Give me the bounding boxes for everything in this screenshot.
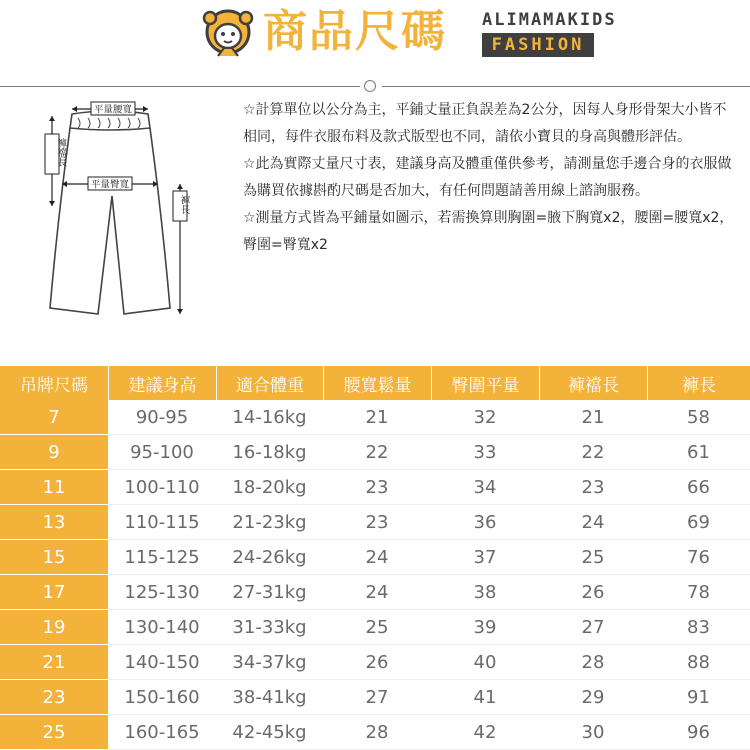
size-tag-cell: 9 [0,435,108,470]
table-cell: 41 [431,680,539,715]
table-cell: 23 [539,470,647,505]
table-row [0,400,750,435]
size-table [0,366,750,750]
divider-right [382,86,750,87]
table-cell: 24 [539,505,647,540]
table-cell: 32 [431,400,539,435]
table-cell: 21-23kg [216,505,323,540]
table-cell: 26 [323,645,431,680]
length-label: 褲長 [170,195,190,206]
table-cell: 90-95 [108,400,216,435]
note-text: ☆測量方式皆為平鋪量如圖示，若需換算則胸圍=腋下胸寬x2，腰圍=腰寬x2，臀圍=臀寬x2 [243,210,734,253]
table-cell: 27 [323,680,431,715]
table-cell: 95-100 [108,435,216,470]
table-cell: 25 [539,540,647,575]
table-cell: 140-150 [108,645,216,680]
table-cell: 69 [647,505,750,540]
table-cell: 42-45kg [216,715,323,750]
pants-measurement-diagram [20,96,230,336]
table-cell: 38-41kg [216,680,323,715]
table-cell: 33 [431,435,539,470]
table-cell: 31-33kg [216,610,323,645]
table-cell: 96 [647,715,750,750]
pants-outline-icon [50,111,170,314]
brand-tag: FASHION [482,33,594,57]
size-tag-cell: 23 [0,680,108,715]
table-cell: 27 [539,610,647,645]
table-cell: 16-18kg [216,435,323,470]
divider-left [0,86,360,87]
table-cell: 78 [647,575,750,610]
size-tag-cell: 15 [0,540,108,575]
table-header-cell: 褲襠長 [539,366,647,400]
table-cell: 34-37kg [216,645,323,680]
table-cell: 160-165 [108,715,216,750]
sheep-logo-icon [198,6,258,58]
table-cell: 39 [431,610,539,645]
table-cell: 23 [323,505,431,540]
table-row [0,610,750,645]
note-text: ☆計算單位以公分為主，平鋪丈量正負誤差為2公分，因每人身形骨架大小皆不相同，每件衣服布料及款式版型也不同，請依小寶貝的身高與體形評估。 [243,102,727,145]
size-tag-cell: 25 [0,715,108,750]
hip-label: 平量臀寬 [90,179,130,191]
table-cell: 24 [323,575,431,610]
brand-name: ALIMAMAKIDS [482,10,617,30]
page-title: 商品尺碼 [263,6,447,57]
table-header-cell: 建議身高 [108,366,216,400]
table-cell: 36 [431,505,539,540]
table-cell: 125-130 [108,575,216,610]
table-cell: 21 [539,400,647,435]
header [0,0,750,75]
note-text: ☆此為實際丈量尺寸表，建議身高及體重僅供參考，請測量您手邊合身的衣服做為購買依據斟酌尺碼是否加大，有任何問題請善用線上諮詢服務。 [243,156,732,199]
table-cell: 28 [323,715,431,750]
table-cell: 27-31kg [216,575,323,610]
table-header-cell: 適合體重 [216,366,323,400]
size-tag-cell: 17 [0,575,108,610]
table-cell: 21 [323,400,431,435]
crotch-label: 褲襠長 [37,138,67,149]
table-cell: 18-20kg [216,470,323,505]
table-row [0,435,750,470]
table-cell: 130-140 [108,610,216,645]
table-cell: 24 [323,540,431,575]
table-row [0,505,750,540]
size-tag-cell: 13 [0,505,108,540]
table-row [0,680,750,715]
table-cell: 100-110 [108,470,216,505]
table-cell: 25 [323,610,431,645]
table-cell: 91 [647,680,750,715]
table-cell: 40 [431,645,539,680]
notes [243,97,738,259]
table-cell: 34 [431,470,539,505]
table-cell: 14-16kg [216,400,323,435]
divider-ring-icon [364,80,376,92]
table-cell: 58 [647,400,750,435]
table-cell: 29 [539,680,647,715]
table-cell: 30 [539,715,647,750]
table-cell: 115-125 [108,540,216,575]
table-cell: 24-26kg [216,540,323,575]
table-header-row [0,366,750,400]
table-cell: 76 [647,540,750,575]
table-cell: 22 [539,435,647,470]
table-cell: 110-115 [108,505,216,540]
table-cell: 83 [647,610,750,645]
table-cell: 42 [431,715,539,750]
table-row [0,715,750,750]
table-cell: 26 [539,575,647,610]
waist-label: 平量腰寬 [93,104,133,116]
table-row [0,540,750,575]
table-cell: 22 [323,435,431,470]
table-header-cell: 腰寬鬆量 [323,366,431,400]
table-header-cell: 吊牌尺碼 [20,375,88,396]
table-row [0,645,750,680]
table-body [0,400,750,750]
table-cell: 37 [431,540,539,575]
table-cell: 66 [647,470,750,505]
table-row [0,470,750,505]
size-tag-cell: 7 [0,400,108,435]
table-cell: 23 [323,470,431,505]
table-row [0,575,750,610]
table-cell: 150-160 [108,680,216,715]
table-cell: 61 [647,435,750,470]
size-tag-cell: 21 [0,645,108,680]
table-header-cell: 臀圍平量 [431,366,539,400]
table-cell: 28 [539,645,647,680]
size-tag-cell: 19 [0,610,108,645]
table-header-cell: 褲長 [647,366,750,400]
size-tag-cell: 11 [0,470,108,505]
table-cell: 38 [431,575,539,610]
table-cell: 88 [647,645,750,680]
